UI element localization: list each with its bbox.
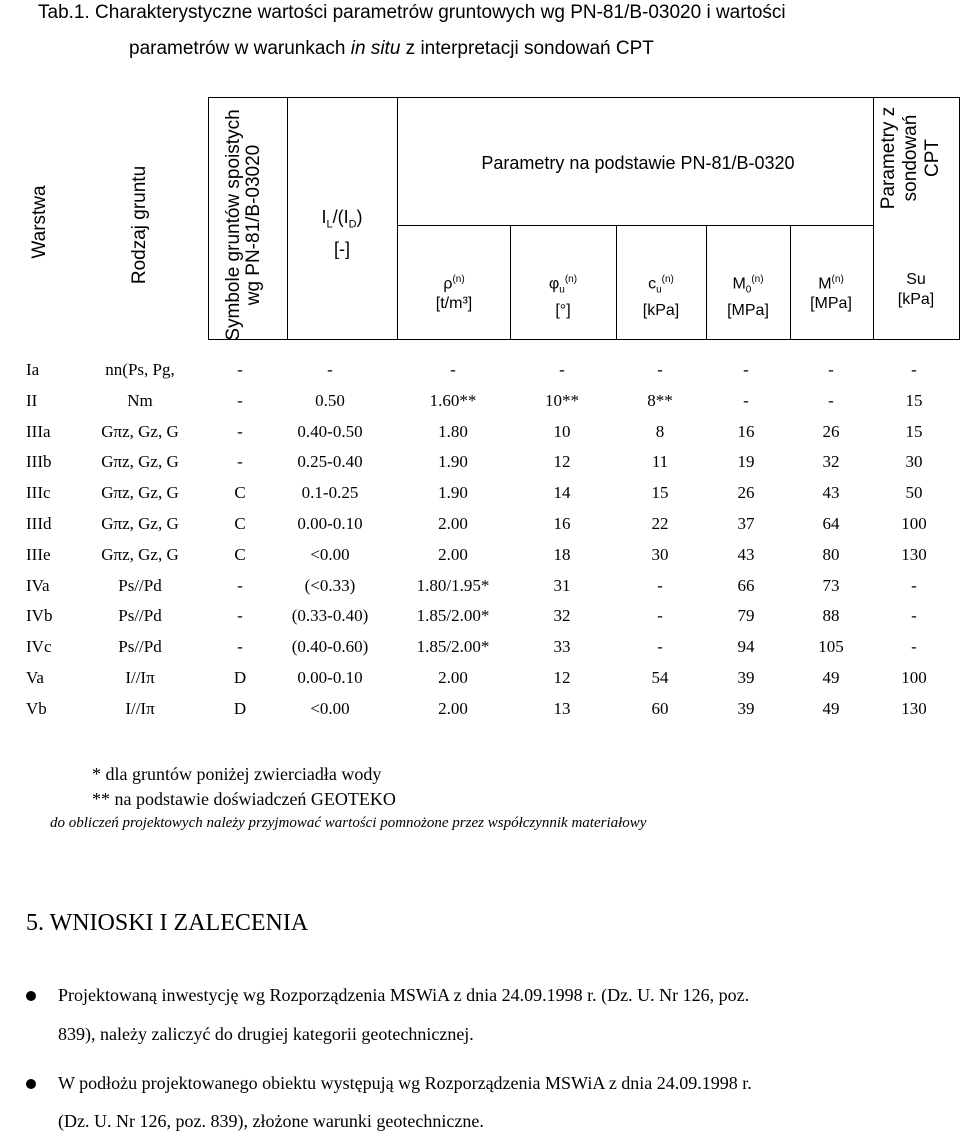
cell-phi: 18 [553, 544, 571, 564]
cell-phi: - [559, 360, 565, 379]
cell-m0: 79 [737, 606, 755, 626]
cell-warstwa: IIIc [26, 483, 51, 503]
cell-su: - [911, 360, 917, 379]
cell-phi: 14 [553, 483, 571, 503]
bullet-1-icon [26, 991, 36, 1001]
cell-rodzaj: Gπz, Gz, G [101, 421, 179, 441]
cell-m0: 19 [737, 452, 755, 472]
header-su: Su [kPa] [897, 271, 935, 308]
cell-phi: 12 [553, 668, 571, 687]
cell-il: 0.40-0.50 [297, 421, 363, 441]
header-col-divider-1 [208, 97, 209, 339]
cell-rodzaj: Gπz, Gz, G [101, 452, 179, 472]
cell-symbol: D [233, 698, 247, 718]
cell-phi: 31 [553, 575, 571, 595]
cell-symbol: C [234, 514, 246, 533]
footnote-3: do obliczeń projektowych należy przyjmować wartości pomnożone przez współczynnik materiałowy [50, 815, 647, 831]
header-parametry-cpt: Parametry z sondowań CPT [878, 106, 943, 210]
bullet-1-line-2: 839), należy zaliczyć do drugiej kategorii geotechnicznej. [58, 1024, 474, 1044]
cell-il: 0.1-0.25 [301, 483, 359, 503]
cell-cu: 15 [651, 483, 669, 503]
header-rho: $\rho^{(n)}$ [t/m³] [435, 274, 473, 313]
cell-m0: - [743, 390, 749, 410]
cell-m: 64 [822, 514, 840, 533]
cell-su: - [911, 637, 917, 657]
cell-m: 73 [822, 575, 840, 595]
cell-phi: 32 [553, 606, 571, 626]
cell-cu: - [657, 637, 663, 657]
bullet-2-line-1: W podłożu projektowanego obiektu występują wg Rozporządzenia MSWiA z dnia 24.09.1998 r. [58, 1073, 752, 1093]
cell-il: (0.33-0.40) [291, 606, 369, 626]
header-col-divider-2 [287, 97, 288, 339]
cell-rho: 2.00 [438, 544, 468, 564]
cell-il: - [327, 360, 333, 379]
section-heading: 5. WNIOSKI I ZALECENIA [26, 910, 309, 936]
cell-su: 130 [901, 544, 927, 564]
cell-su: 50 [905, 483, 923, 503]
cell-m0: 37 [737, 514, 755, 533]
cell-warstwa: IVb [26, 606, 53, 626]
table-title-line-1: Tab.1. Charakterystyczne wartości parametrów gruntowych wg PN-81/B-03020 i wartości [38, 2, 786, 23]
cell-rodzaj: Ps//Pd [118, 637, 162, 657]
cell-cu: 30 [651, 544, 669, 564]
cell-symbol: - [237, 421, 243, 441]
cell-cu: - [657, 360, 663, 379]
cell-rho: 2.00 [438, 514, 468, 533]
cell-rodzaj: nn(Ps, Pg, [105, 360, 175, 379]
cell-rho: 1.85/2.00* [416, 637, 490, 657]
cell-m: 80 [822, 544, 840, 564]
cell-warstwa: IIIe [26, 544, 51, 564]
header-m0: $M_0^{(n)}$ [MPa] [727, 274, 769, 319]
header-col-divider-8 [873, 97, 874, 339]
cell-rodzaj: Gπz, Gz, G [101, 544, 179, 564]
header-phi: $\varphi_u^{(n)}$ [°] [548, 274, 578, 319]
cell-rodzaj: Ps//Pd [118, 575, 162, 595]
cell-m0: 39 [737, 698, 755, 718]
cell-su: - [911, 575, 917, 595]
cell-cu: 60 [651, 698, 669, 718]
cell-m: 26 [822, 421, 840, 441]
footnote-1: * dla gruntów poniżej zwierciadła wody [92, 764, 382, 784]
header-warstwa: Warstwa [29, 185, 50, 259]
cell-m: 49 [822, 668, 840, 687]
cell-su: 100 [901, 514, 927, 533]
cell-rho: 1.60** [429, 390, 477, 410]
cell-cu: 11 [651, 452, 669, 472]
header-group-divider [397, 225, 873, 226]
cell-phi: 10** [545, 390, 579, 410]
cell-symbol: - [237, 637, 243, 657]
cell-rodzaj: I//Iπ [125, 698, 155, 718]
cell-cu: 54 [651, 668, 669, 687]
cell-phi: 33 [553, 637, 571, 657]
cell-su: 30 [905, 452, 923, 472]
cell-warstwa: IIIa [26, 421, 51, 441]
bullet-2-line-2: (Dz. U. Nr 126, poz. 839), złożone warunki geotechniczne. [58, 1111, 484, 1131]
cell-rodzaj: Nm [127, 390, 153, 410]
cell-cu: 8 [655, 421, 665, 441]
header-symbole: Symbole gruntów spoistych wg PN-81/B-03020 [223, 109, 264, 341]
header-il-id: $I_L/(I_D)$ [-] [321, 207, 363, 259]
bullet-1-line-1: Projektowaną inwestycję wg Rozporządzenia MSWiA z dnia 24.09.1998 r. (Dz. U. Nr 126, poz. [58, 985, 750, 1005]
cell-su: - [911, 606, 917, 626]
cell-m: - [828, 390, 834, 410]
cell-warstwa: IVc [26, 637, 52, 657]
cell-m0: - [743, 360, 749, 379]
header-col-divider-3 [397, 97, 398, 339]
bullet-2-icon [26, 1079, 36, 1089]
cell-il: <0.00 [310, 698, 350, 718]
cell-m: 32 [822, 452, 840, 472]
cell-il: 0.25-0.40 [297, 452, 363, 472]
header-col-divider-6 [706, 225, 707, 339]
cell-symbol: D [233, 668, 247, 687]
cell-m: 49 [822, 698, 840, 718]
cell-phi: 10 [553, 421, 571, 441]
cell-m0: 26 [737, 483, 755, 503]
cell-m0: 66 [737, 575, 755, 595]
header-cu: $c_u^{(n)}$ [kPa] [642, 274, 680, 319]
header-parametry-group: Parametry na podstawie PN-81/B-0320 [481, 153, 795, 173]
cell-warstwa: Vb [26, 698, 47, 718]
cell-rho: 2.00 [438, 698, 468, 718]
cell-su: 130 [901, 698, 927, 718]
cell-symbol: - [237, 575, 243, 595]
cell-m: 105 [818, 637, 844, 657]
cell-il: (0.40-0.60) [291, 637, 369, 657]
cell-rodzaj: I//Iπ [125, 668, 155, 687]
cell-rho: 2.00 [438, 668, 468, 687]
footnote-2: ** na podstawie doświadczeń GEOTEKO [92, 789, 396, 809]
header-m: $M^{(n)}$ [MPa] [810, 274, 852, 313]
cell-cu: - [657, 606, 663, 626]
header-col-divider-4 [510, 225, 511, 339]
cell-phi: 12 [553, 452, 571, 472]
cell-rho: - [450, 360, 456, 379]
cell-symbol: - [237, 390, 243, 410]
cell-rodzaj: Gπz, Gz, G [101, 514, 179, 533]
cell-cu: 8** [647, 390, 673, 410]
cell-m: 43 [822, 483, 840, 503]
cell-rho: 1.90 [438, 452, 468, 472]
cell-su: 15 [905, 390, 923, 410]
cell-m0: 43 [737, 544, 755, 564]
cell-su: 100 [901, 668, 927, 687]
cell-symbol: C [234, 483, 246, 503]
cell-warstwa: IIId [26, 514, 52, 533]
cell-symbol: - [237, 360, 243, 379]
header-top-border [208, 97, 960, 98]
header-col-divider-7 [790, 225, 791, 339]
cell-m: 88 [822, 606, 840, 626]
cell-m0: 16 [737, 421, 755, 441]
cell-cu: - [657, 575, 663, 595]
cell-symbol: - [237, 452, 243, 472]
cell-warstwa: Va [26, 668, 44, 687]
cell-warstwa: IVa [26, 575, 50, 595]
cell-il: (<0.33) [304, 575, 356, 595]
cell-warstwa: II [26, 390, 38, 410]
cell-rodzaj: Gπz, Gz, G [101, 483, 179, 503]
cell-il: 0.50 [315, 390, 345, 410]
cell-warstwa: IIIb [26, 452, 52, 472]
cell-warstwa: Ia [26, 360, 40, 379]
cell-rho: 1.80/1.95* [416, 575, 490, 595]
cell-il: <0.00 [310, 544, 350, 564]
cell-cu: 22 [651, 514, 669, 533]
cell-symbol: C [234, 544, 246, 564]
header-col-divider-5 [616, 225, 617, 339]
cell-phi: 16 [553, 514, 571, 533]
cell-il: 0.00-0.10 [297, 668, 363, 687]
cell-rodzaj: Ps//Pd [118, 606, 162, 626]
table-title-line-2: parametrów w warunkach in situ z interpretacji sondowań CPT [129, 38, 654, 59]
header-bottom-border [208, 339, 960, 340]
header-rodzaj-gruntu: Rodzaj gruntu [129, 165, 150, 285]
cell-phi: 13 [553, 698, 571, 718]
cell-il: 0.00-0.10 [297, 514, 363, 533]
cell-su: 15 [905, 421, 923, 441]
cell-m0: 94 [737, 637, 755, 657]
cell-rho: 1.80 [438, 421, 468, 441]
cell-m: - [828, 360, 834, 379]
cell-rho: 1.90 [438, 483, 468, 503]
cell-symbol: - [237, 606, 243, 626]
cell-m0: 39 [737, 668, 755, 687]
cell-rho: 1.85/2.00* [416, 606, 490, 626]
